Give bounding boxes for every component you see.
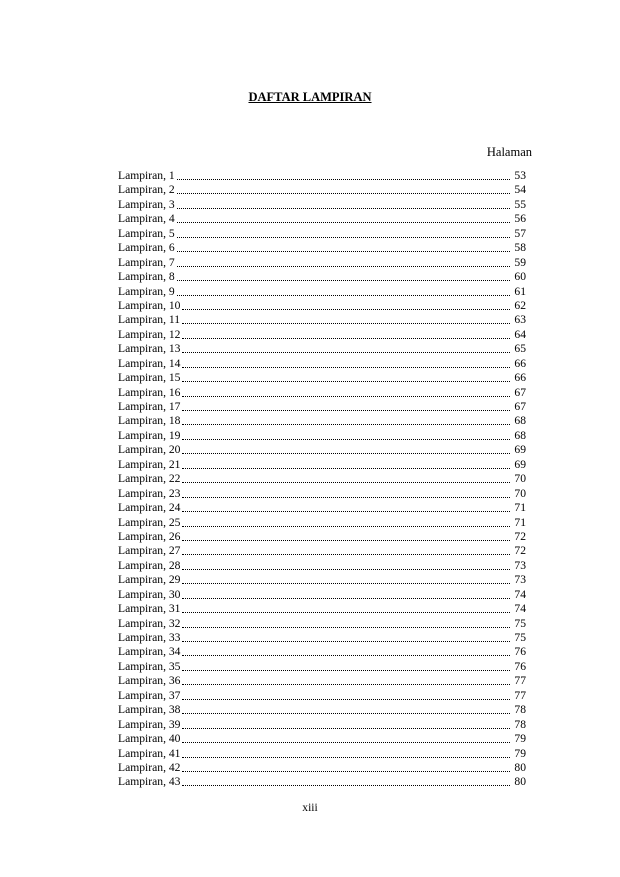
list-item — [118, 631, 526, 645]
appendix-page-number: 58 — [514, 241, 526, 255]
dot-leader — [182, 387, 510, 397]
dot-leader — [182, 618, 510, 628]
appendix-label: Lampiran, 2 — [118, 183, 175, 197]
appendix-page-number: 74 — [514, 587, 526, 601]
list-item — [118, 732, 526, 746]
appendix-label: Lampiran, 7 — [118, 255, 175, 269]
appendix-page-number: 79 — [514, 732, 526, 746]
list-item — [118, 689, 526, 703]
list-item — [118, 559, 526, 573]
appendix-page-number: 74 — [514, 602, 526, 616]
list-item — [118, 313, 526, 327]
appendix-page-number: 69 — [514, 443, 526, 457]
list-item — [118, 516, 526, 530]
appendix-page-number: 55 — [514, 197, 526, 211]
appendix-page-number: 72 — [514, 529, 526, 543]
appendix-page-number: 71 — [514, 515, 526, 529]
appendix-page-number: 53 — [514, 169, 526, 182]
list-item — [118, 602, 526, 616]
appendix-label: Lampiran, 33 — [118, 631, 181, 644]
appendix-label: Lampiran, 43 — [118, 775, 181, 789]
dot-leader — [182, 574, 510, 584]
list-item — [118, 285, 526, 299]
page-column-header: Halaman — [486, 145, 532, 159]
appendix-page-number: 71 — [514, 501, 526, 515]
appendix-label: Lampiran, 5 — [118, 226, 175, 240]
list-item — [118, 747, 526, 761]
appendix-label: Lampiran, 34 — [118, 645, 181, 659]
appendix-label: Lampiran, 19 — [118, 428, 181, 442]
appendix-label: Lampiran, 16 — [118, 385, 181, 399]
list-item — [118, 342, 526, 356]
appendix-label: Lampiran, 41 — [118, 746, 181, 760]
appendix-page-number: 72 — [514, 544, 526, 558]
appendix-page-number: 67 — [514, 400, 526, 413]
appendix-page-number: 63 — [514, 313, 526, 327]
dot-leader — [182, 661, 510, 671]
appendix-page-number: 57 — [514, 226, 526, 240]
list-item — [118, 544, 526, 558]
list-item — [118, 718, 526, 732]
dot-leader — [182, 517, 510, 527]
appendix-page-number: 62 — [514, 298, 526, 312]
appendix-page-number: 79 — [514, 746, 526, 760]
dot-leader — [182, 300, 510, 310]
appendix-page-number: 66 — [514, 356, 526, 370]
appendix-page-number: 56 — [514, 212, 526, 226]
dot-leader — [182, 372, 510, 382]
appendix-label: Lampiran, 17 — [118, 400, 181, 413]
list-item — [118, 443, 526, 457]
dot-leader — [177, 228, 510, 238]
list-item — [118, 227, 526, 241]
appendix-page-number: 73 — [514, 573, 526, 587]
dot-leader — [177, 286, 510, 296]
appendix-page-number: 75 — [514, 616, 526, 630]
dot-leader — [182, 430, 510, 440]
appendix-label: Lampiran, 18 — [118, 414, 181, 428]
dot-leader — [182, 531, 510, 541]
dot-leader — [182, 502, 510, 512]
list-item — [118, 458, 526, 472]
dot-leader — [182, 776, 510, 786]
list-item — [118, 328, 526, 342]
appendix-page-number: 69 — [514, 457, 526, 471]
dot-leader — [182, 719, 510, 729]
list-item — [118, 414, 526, 428]
appendix-page-number: 68 — [514, 428, 526, 442]
appendix-page-number: 77 — [514, 674, 526, 688]
appendix-label: Lampiran, 4 — [118, 212, 175, 226]
appendix-page-number: 67 — [514, 385, 526, 399]
dot-leader — [182, 675, 510, 685]
dot-leader — [177, 170, 510, 180]
appendix-label: Lampiran, 23 — [118, 486, 181, 500]
list-item — [118, 674, 526, 688]
appendix-label: Lampiran, 29 — [118, 573, 181, 587]
appendix-label: Lampiran, 30 — [118, 587, 181, 601]
dot-leader — [182, 762, 510, 772]
dot-leader — [182, 632, 510, 642]
appendix-page-number: 54 — [514, 183, 526, 197]
dot-leader — [182, 560, 510, 570]
dot-leader — [182, 748, 510, 758]
appendix-page-number: 66 — [514, 371, 526, 385]
dot-leader — [177, 213, 510, 223]
appendix-label: Lampiran, 40 — [118, 732, 181, 746]
list-item — [118, 703, 526, 717]
list-item — [118, 371, 526, 385]
appendix-label: Lampiran, 10 — [118, 298, 181, 312]
list-item — [118, 198, 526, 212]
list-item — [118, 573, 526, 587]
dot-leader — [177, 257, 510, 267]
list-item — [118, 487, 526, 501]
appendix-page-number: 78 — [514, 703, 526, 717]
appendix-label: Lampiran, 22 — [118, 472, 181, 486]
appendix-label: Lampiran, 11 — [118, 313, 181, 327]
dot-leader — [182, 704, 510, 714]
appendix-label: Lampiran, 3 — [118, 197, 175, 211]
appendix-page-number: 80 — [514, 760, 526, 774]
appendix-label: Lampiran, 36 — [118, 674, 181, 688]
list-item — [118, 400, 526, 414]
dot-leader — [182, 603, 510, 613]
appendix-page-number: 73 — [514, 558, 526, 572]
appendix-label: Lampiran, 14 — [118, 356, 181, 370]
appendix-label: Lampiran, 8 — [118, 270, 175, 284]
appendix-label: Lampiran, 6 — [118, 241, 175, 255]
appendix-page-number: 59 — [514, 255, 526, 269]
appendix-label: Lampiran, 24 — [118, 501, 181, 515]
list-item — [118, 357, 526, 371]
dot-leader — [182, 646, 510, 656]
list-item — [118, 212, 526, 226]
list-item — [118, 299, 526, 313]
appendix-page-number: 75 — [514, 631, 526, 644]
list-item — [118, 270, 526, 284]
footer-page-number: xiii — [302, 801, 318, 814]
list-item — [118, 660, 526, 674]
dot-leader — [177, 242, 510, 252]
appendix-label: Lampiran, 42 — [118, 760, 181, 774]
list-item — [118, 761, 526, 775]
appendix-page-number: 70 — [514, 472, 526, 486]
appendix-label: Lampiran, 20 — [118, 443, 181, 457]
appendix-page-number: 64 — [514, 327, 526, 341]
dot-leader — [182, 690, 510, 700]
appendix-page-number: 76 — [514, 645, 526, 659]
appendix-label: Lampiran, 27 — [118, 544, 181, 558]
appendix-list — [118, 169, 526, 790]
dot-leader — [182, 401, 510, 411]
list-item — [118, 617, 526, 631]
dot-leader — [182, 733, 510, 743]
list-item — [118, 775, 526, 789]
list-item — [118, 386, 526, 400]
appendix-page-number: 61 — [514, 284, 526, 298]
list-item — [118, 429, 526, 443]
list-item — [118, 169, 526, 183]
appendix-label: Lampiran, 12 — [118, 327, 181, 341]
dot-leader — [182, 459, 510, 469]
list-item — [118, 241, 526, 255]
appendix-page-number: 70 — [514, 486, 526, 500]
appendix-label: Lampiran, 15 — [118, 371, 181, 385]
dot-leader — [177, 199, 510, 209]
appendix-page-number: 76 — [514, 659, 526, 673]
dot-leader — [182, 343, 510, 353]
appendix-page-number: 78 — [514, 717, 526, 731]
dot-leader — [182, 415, 510, 425]
list-item — [118, 183, 526, 197]
dot-leader — [182, 358, 510, 368]
dot-leader — [182, 589, 510, 599]
appendix-label: Lampiran, 21 — [118, 457, 181, 471]
dot-leader — [182, 488, 510, 498]
appendix-label: Lampiran, 13 — [118, 342, 181, 356]
appendix-page-number: 80 — [514, 775, 526, 789]
list-item — [118, 645, 526, 659]
appendix-label: Lampiran, 38 — [118, 703, 181, 717]
dot-leader — [182, 314, 510, 324]
appendix-page-number: 65 — [514, 342, 526, 356]
dot-leader — [177, 184, 510, 194]
list-item — [118, 472, 526, 486]
appendix-label: Lampiran, 37 — [118, 688, 181, 702]
dot-leader — [182, 545, 510, 555]
appendix-label: Lampiran, 31 — [118, 602, 181, 616]
dot-leader — [177, 271, 510, 281]
appendix-label: Lampiran, 35 — [118, 659, 181, 673]
appendix-label: Lampiran, 32 — [118, 616, 181, 630]
appendix-page-number: 68 — [514, 414, 526, 428]
dot-leader — [182, 444, 510, 454]
appendix-page-number: 60 — [514, 270, 526, 284]
appendix-label: Lampiran, 1 — [118, 169, 175, 182]
appendix-label: Lampiran, 26 — [118, 529, 181, 543]
appendix-label: Lampiran, 25 — [118, 515, 181, 529]
appendix-label: Lampiran, 28 — [118, 558, 181, 572]
list-item — [118, 530, 526, 544]
appendix-label: Lampiran, 39 — [118, 717, 181, 731]
dot-leader — [182, 473, 510, 483]
list-item — [118, 501, 526, 515]
list-item — [118, 588, 526, 602]
appendix-page-number: 77 — [514, 688, 526, 702]
list-item — [118, 256, 526, 270]
page-title: DAFTAR LAMPIRAN — [248, 90, 372, 104]
appendix-label: Lampiran, 9 — [118, 284, 175, 298]
dot-leader — [182, 329, 510, 339]
